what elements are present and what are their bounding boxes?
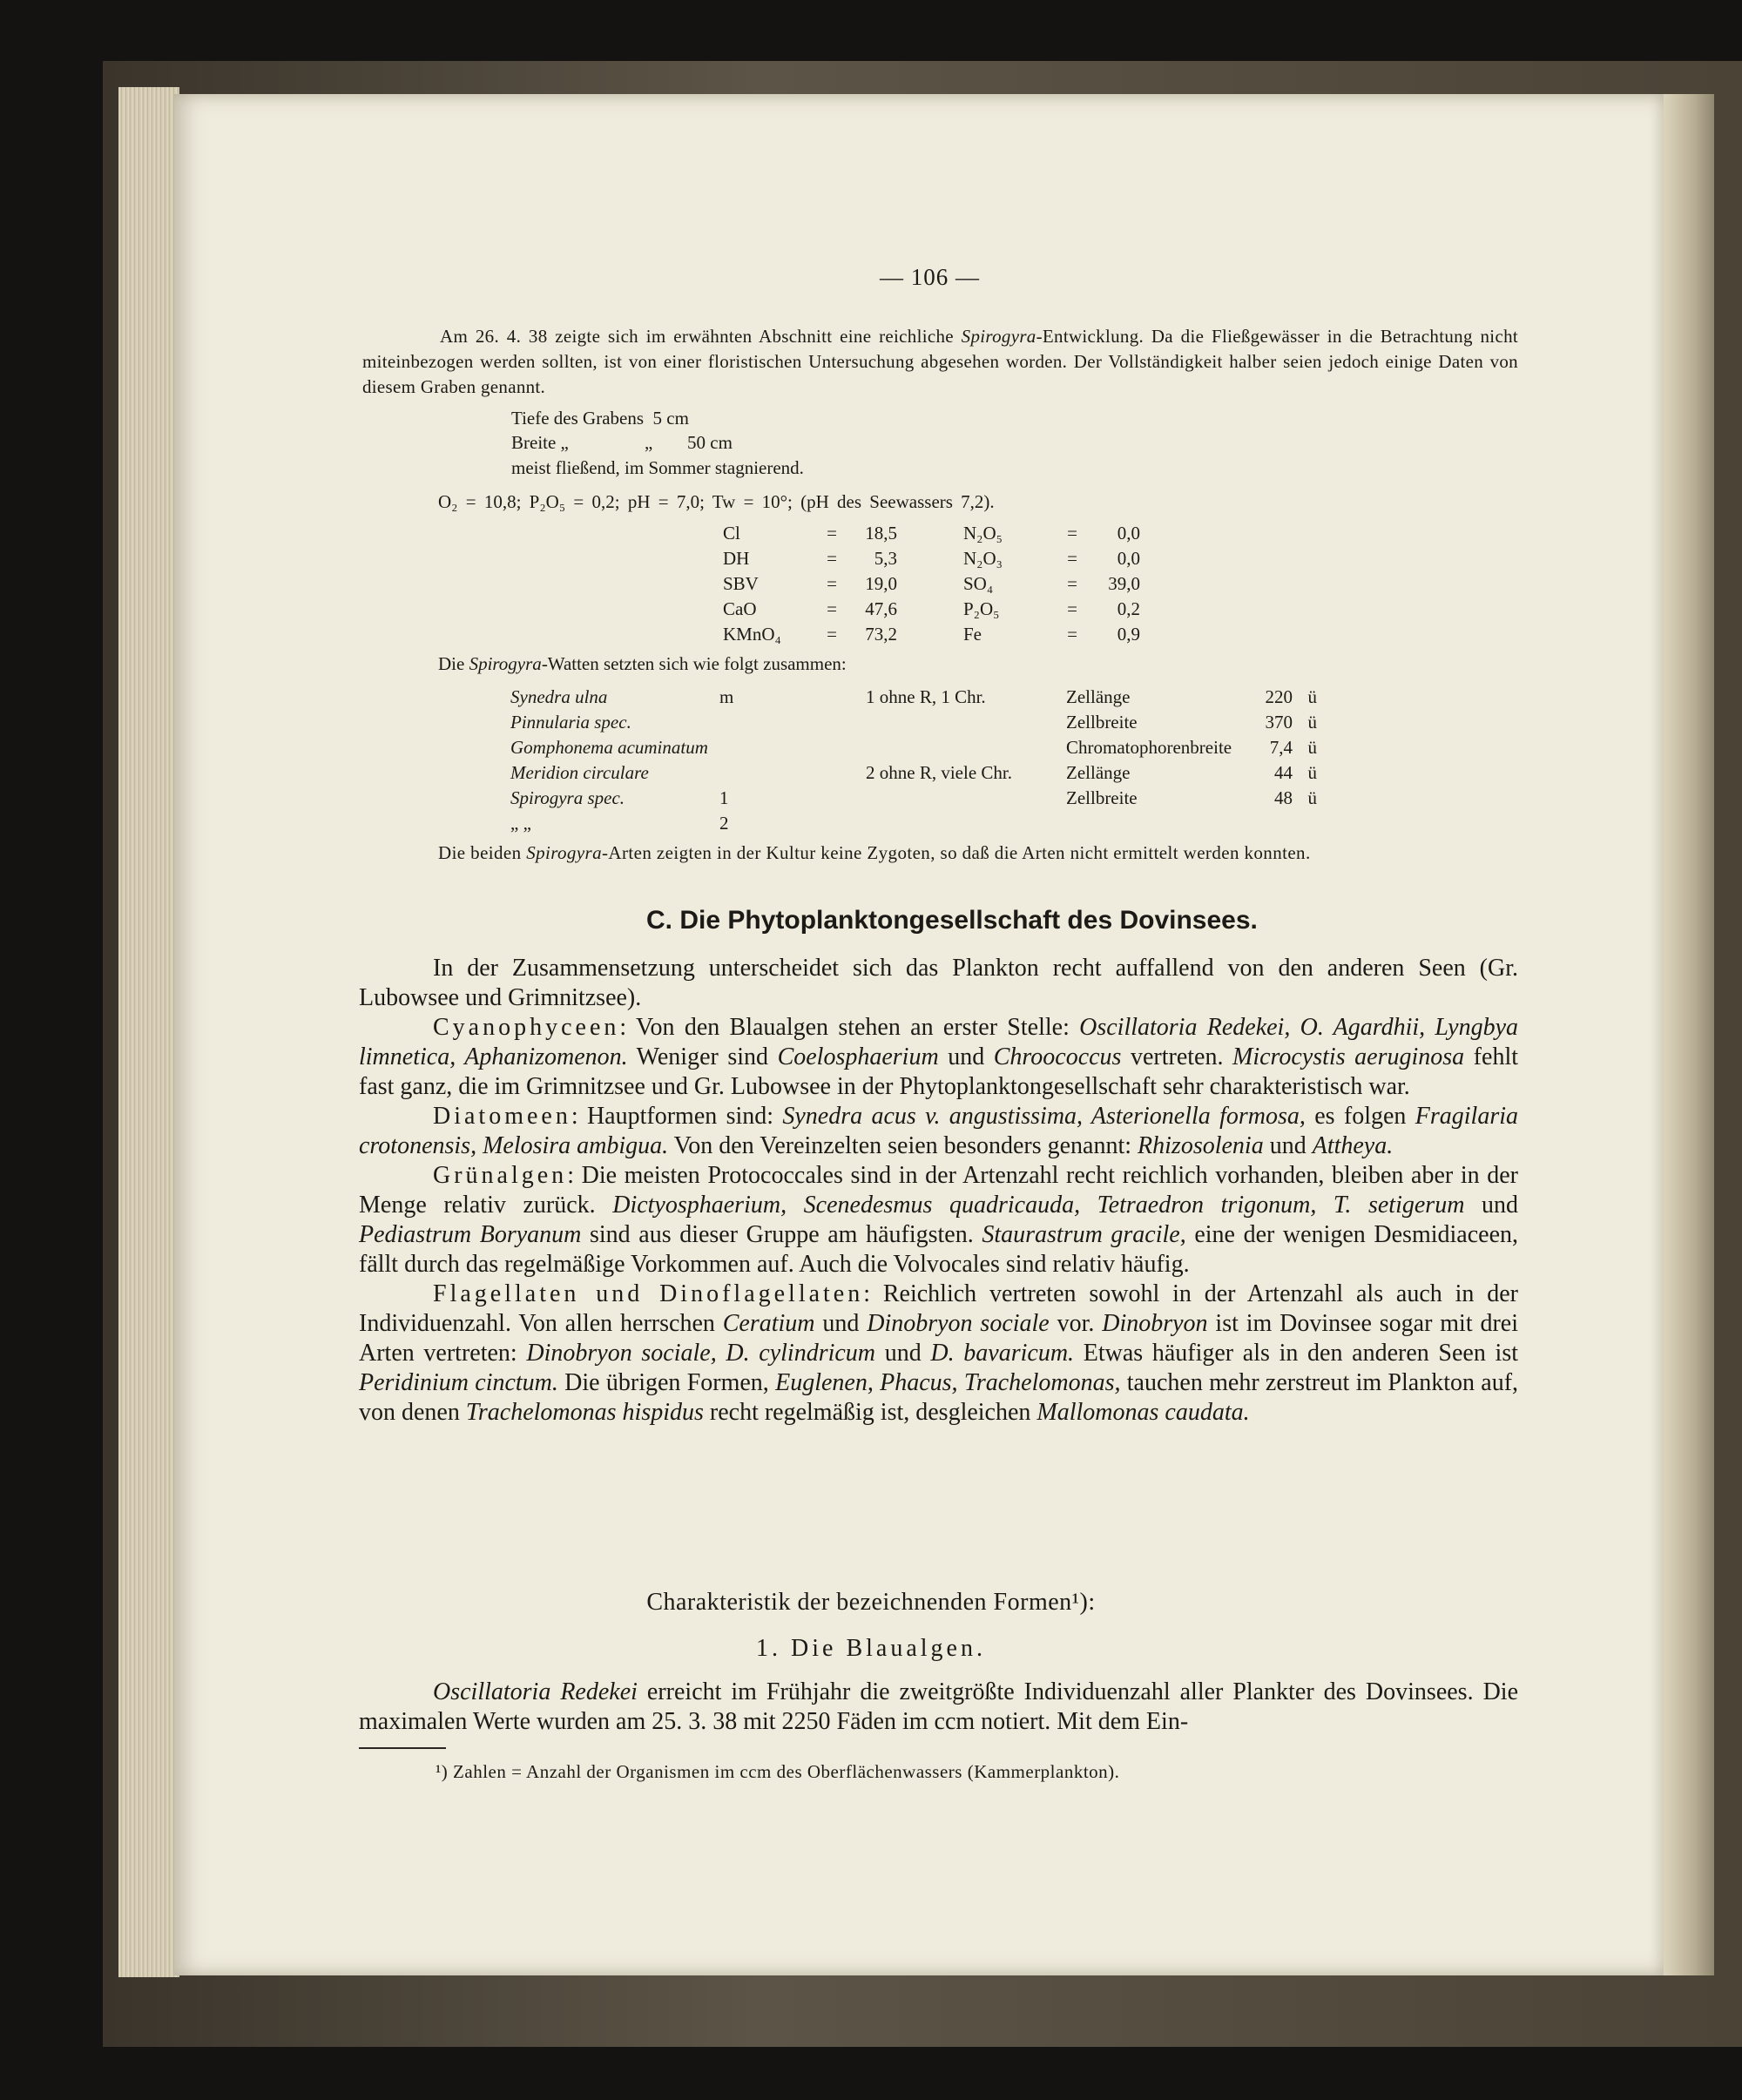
chem-name: KMnO₄ — [723, 624, 781, 645]
section-heading: C. Die Phytoplanktongesellschaft des Dovinsees. — [646, 906, 1258, 935]
main-text — [359, 954, 1518, 1428]
species-note — [866, 786, 1066, 811]
subsubheading: 1. Die Blaualgen. — [756, 1635, 986, 1662]
species-name: Meridion circulare — [510, 762, 649, 783]
species-row — [510, 710, 1317, 735]
ditch-width-ditto: „ — [645, 432, 653, 453]
species-row — [510, 786, 1317, 811]
ditch-flow: meist fließend, im Sommer stagnierend. — [511, 457, 804, 478]
equals-sign: = — [1067, 523, 1077, 544]
chem-value: 39,0 — [1108, 573, 1140, 594]
species-unit: ü — [1307, 712, 1317, 733]
chem-name: SO₄ — [963, 573, 994, 594]
paragraph-oscillatoria: Oscillatoria Redekei erreicht im Frühjahr die zweitgrößte Individuenzahl aller Plankter des Dovinsees. Die maximalen Werte wurden am 25. 3. 38 mit 2250 Fäden im ccm notiert. Mit dem Ein- — [359, 1678, 1518, 1735]
equals-sign: = — [827, 548, 837, 569]
species-note: 2 ohne R, viele Chr. — [866, 762, 1012, 783]
species-note — [866, 811, 1066, 836]
species-row — [510, 685, 1317, 710]
ditch-width-label: Breite „ — [511, 432, 569, 453]
species-row — [510, 811, 1317, 836]
chem-value: 47,6 — [865, 598, 897, 619]
chem-name: SBV — [723, 573, 759, 594]
spacer — [897, 571, 963, 597]
subheading: Charakteristik der bezeichnenden Formen¹): — [646, 1589, 1096, 1616]
footnote-rule — [359, 1747, 446, 1749]
equals-sign: = — [1067, 598, 1077, 619]
paragraph-cyanophyceen: Cyanophyceen: Von den Blaualgen stehen an erster Stelle: Oscillatoria Redekei, O. Agardhii, Lyngbya limnetica, Aphanizomenon. Weniger sind Coelosphaerium und Chroococcus vertreten. Microcystis aeruginosa fehlt fast ganz, die im Grimnitzsee und Gr. Lubowsee in der Phytoplanktongesellschaft sehr charakteristisch war. — [359, 1014, 1518, 1100]
spacer — [897, 521, 963, 546]
equals-sign: = — [1067, 573, 1077, 594]
species-unit — [1293, 811, 1317, 836]
species-mark — [719, 710, 866, 735]
spacer — [897, 546, 963, 571]
species-value: 370 — [1265, 712, 1293, 733]
species-table — [510, 685, 1317, 836]
species-measure: Zellbreite — [1066, 787, 1138, 808]
equals-sign: = — [827, 624, 837, 645]
chem-name: P₂O₅ — [963, 598, 1000, 619]
intro-paragraph: Am 26. 4. 38 zeigte sich im erwähnten Abschnitt eine reichliche Spirogyra-Entwicklung. Da die Fließgewässer in die Betrachtung nicht miteinbezogen werden sollten, ist von einer floristischen Untersuchung abgesehen worden. Der Vollständigkeit halber seien jedoch einige Daten von diesem Graben genannt. — [362, 326, 1518, 397]
paragraph-flagellaten: Flagellaten und Dinoflagellaten: Reichlich vertreten sowohl in der Artenzahl als auch in der Individuenzahl. Von allen herrschen Ceratium und Dinobryon sociale vor. Dinobryon ist im Dovinsee sogar mit drei Arten vertreten: Dinobryon sociale, D. cylindricum und D. bavaricum. Etwas häufiger als in den anderen Seen ist Peridinium cinctum. Die übrigen Formen, Euglenen, Phacus, Trachelomonas, tauchen mehr zerstreut im Plankton auf, von denen Trachelomonas hispidus recht regelmäßig ist, desgleichen Mallomonas caudata. — [359, 1280, 1519, 1426]
species-mark: 1 — [719, 787, 729, 808]
species-measure: Zellänge — [1066, 762, 1131, 783]
equals-sign: = — [827, 523, 837, 544]
species-unit: ü — [1307, 762, 1317, 783]
species-measure: Zellbreite — [1066, 712, 1138, 733]
species-unit: ü — [1307, 737, 1317, 758]
species-unit: ü — [1307, 686, 1317, 707]
species-measure: Zellänge — [1066, 686, 1131, 707]
chem-name: N₂O₅ — [963, 523, 1003, 544]
species-note — [866, 710, 1066, 735]
chemistry-row — [723, 571, 1140, 597]
chem-value: 5,3 — [874, 548, 897, 569]
spacer — [897, 597, 963, 622]
chem-name: CaO — [723, 598, 757, 619]
species-name: Gomphonema acuminatum — [510, 737, 708, 758]
spacer — [897, 622, 963, 647]
species-value — [1258, 811, 1293, 836]
equals-sign: = — [827, 573, 837, 594]
equals-sign: = — [1067, 624, 1077, 645]
chem-name: Cl — [723, 523, 740, 544]
chemistry-table — [723, 521, 1140, 647]
chem-name: DH — [723, 548, 750, 569]
species-mark — [719, 735, 866, 760]
page-number: — 106 — — [880, 264, 980, 290]
species-value: 44 — [1274, 762, 1293, 783]
watten-intro: Die Spirogyra-Watten setzten sich wie folgt zusammen: — [438, 653, 847, 674]
page-stack-edge — [118, 87, 179, 1977]
chemistry-row — [723, 546, 1140, 571]
species-row — [510, 760, 1317, 786]
species-name: Spirogyra spec. — [510, 787, 625, 808]
ditch-depth: Tiefe des Grabens 5 cm — [511, 408, 689, 429]
ditch-width-value: 50 cm — [687, 432, 733, 453]
chemistry-row — [723, 597, 1140, 622]
equals-sign: = — [827, 598, 837, 619]
chemistry-row — [723, 521, 1140, 546]
species-mark: m — [719, 686, 734, 707]
species-note — [866, 735, 1066, 760]
species-mark: 2 — [719, 813, 729, 834]
paragraph-gruenalgen: Grünalgen: Die meisten Protococcales sind in der Artenzahl recht reichlich vorhanden, bleiben aber in der Menge relativ zurück. Dictyosphaerium, Scenedesmus quadricauda, Tetraedron trigonum, T. setigerum und Pediastrum Boryanum sind aus dieser Gruppe am häufigsten. Staurastrum gracile, eine der wenigen Desmidiaceen, fällt durch das regelmäßige Vorkommen auf. Auch die Volvocales sind relativ häufig. — [359, 1162, 1519, 1278]
species-unit: ü — [1307, 787, 1317, 808]
species-value: 48 — [1274, 787, 1293, 808]
parameters-line: O₂ = 10,8; P₂O₅ = 0,2; pH = 7,0; Tw = 10°; (pH des Seewassers 7,2). — [438, 491, 995, 512]
species-note: 1 ohne R, 1 Chr. — [866, 686, 986, 707]
species-mark — [719, 760, 866, 786]
chem-name: N₂O₃ — [963, 548, 1003, 569]
chem-value: 73,2 — [865, 624, 897, 645]
equals-sign: = — [1067, 548, 1077, 569]
right-page-edge — [1664, 94, 1714, 1975]
species-measure: Chromatophorenbreite — [1066, 737, 1232, 758]
chem-value: 0,0 — [1117, 548, 1140, 569]
culture-sentence: Die beiden Spirogyra-Arten zeigten in der Kultur keine Zygoten, so daß die Arten nicht ermittelt werden konnten. — [438, 842, 1311, 863]
species-name: Pinnularia spec. — [510, 712, 631, 733]
chemistry-row — [723, 622, 1140, 647]
species-value: 7,4 — [1269, 737, 1293, 758]
chem-value: 0,0 — [1117, 523, 1140, 544]
chem-value: 0,9 — [1117, 624, 1140, 645]
chem-name: Fe — [963, 624, 982, 645]
chem-value: 0,2 — [1117, 598, 1140, 619]
species-name: Synedra ulna — [510, 686, 608, 707]
species-row — [510, 735, 1317, 760]
chem-value: 18,5 — [865, 523, 897, 544]
species-name: „ „ — [510, 813, 531, 834]
paragraph-diatomeen: Diatomeen: Hauptformen sind: Synedra acus v. angustissima, Asterionella formosa, es folgen Fragilaria crotonensis, Melosira ambigua. Von den Vereinzelten seien besonders genannt: Rhizosolenia und Attheya. — [359, 1103, 1518, 1159]
species-value: 220 — [1265, 686, 1293, 707]
chem-value: 19,0 — [865, 573, 897, 594]
species-measure — [1066, 811, 1258, 836]
paragraph-plankton-intro: In der Zusammensetzung unterscheidet sich das Plankton recht auffallend von den anderen Seen (Gr. Lubowsee und Grimnitzsee). — [359, 955, 1518, 1011]
footnote: ¹) Zahlen = Anzahl der Organismen im ccm des Oberflächenwassers (Kammerplankton). — [436, 1761, 1120, 1782]
